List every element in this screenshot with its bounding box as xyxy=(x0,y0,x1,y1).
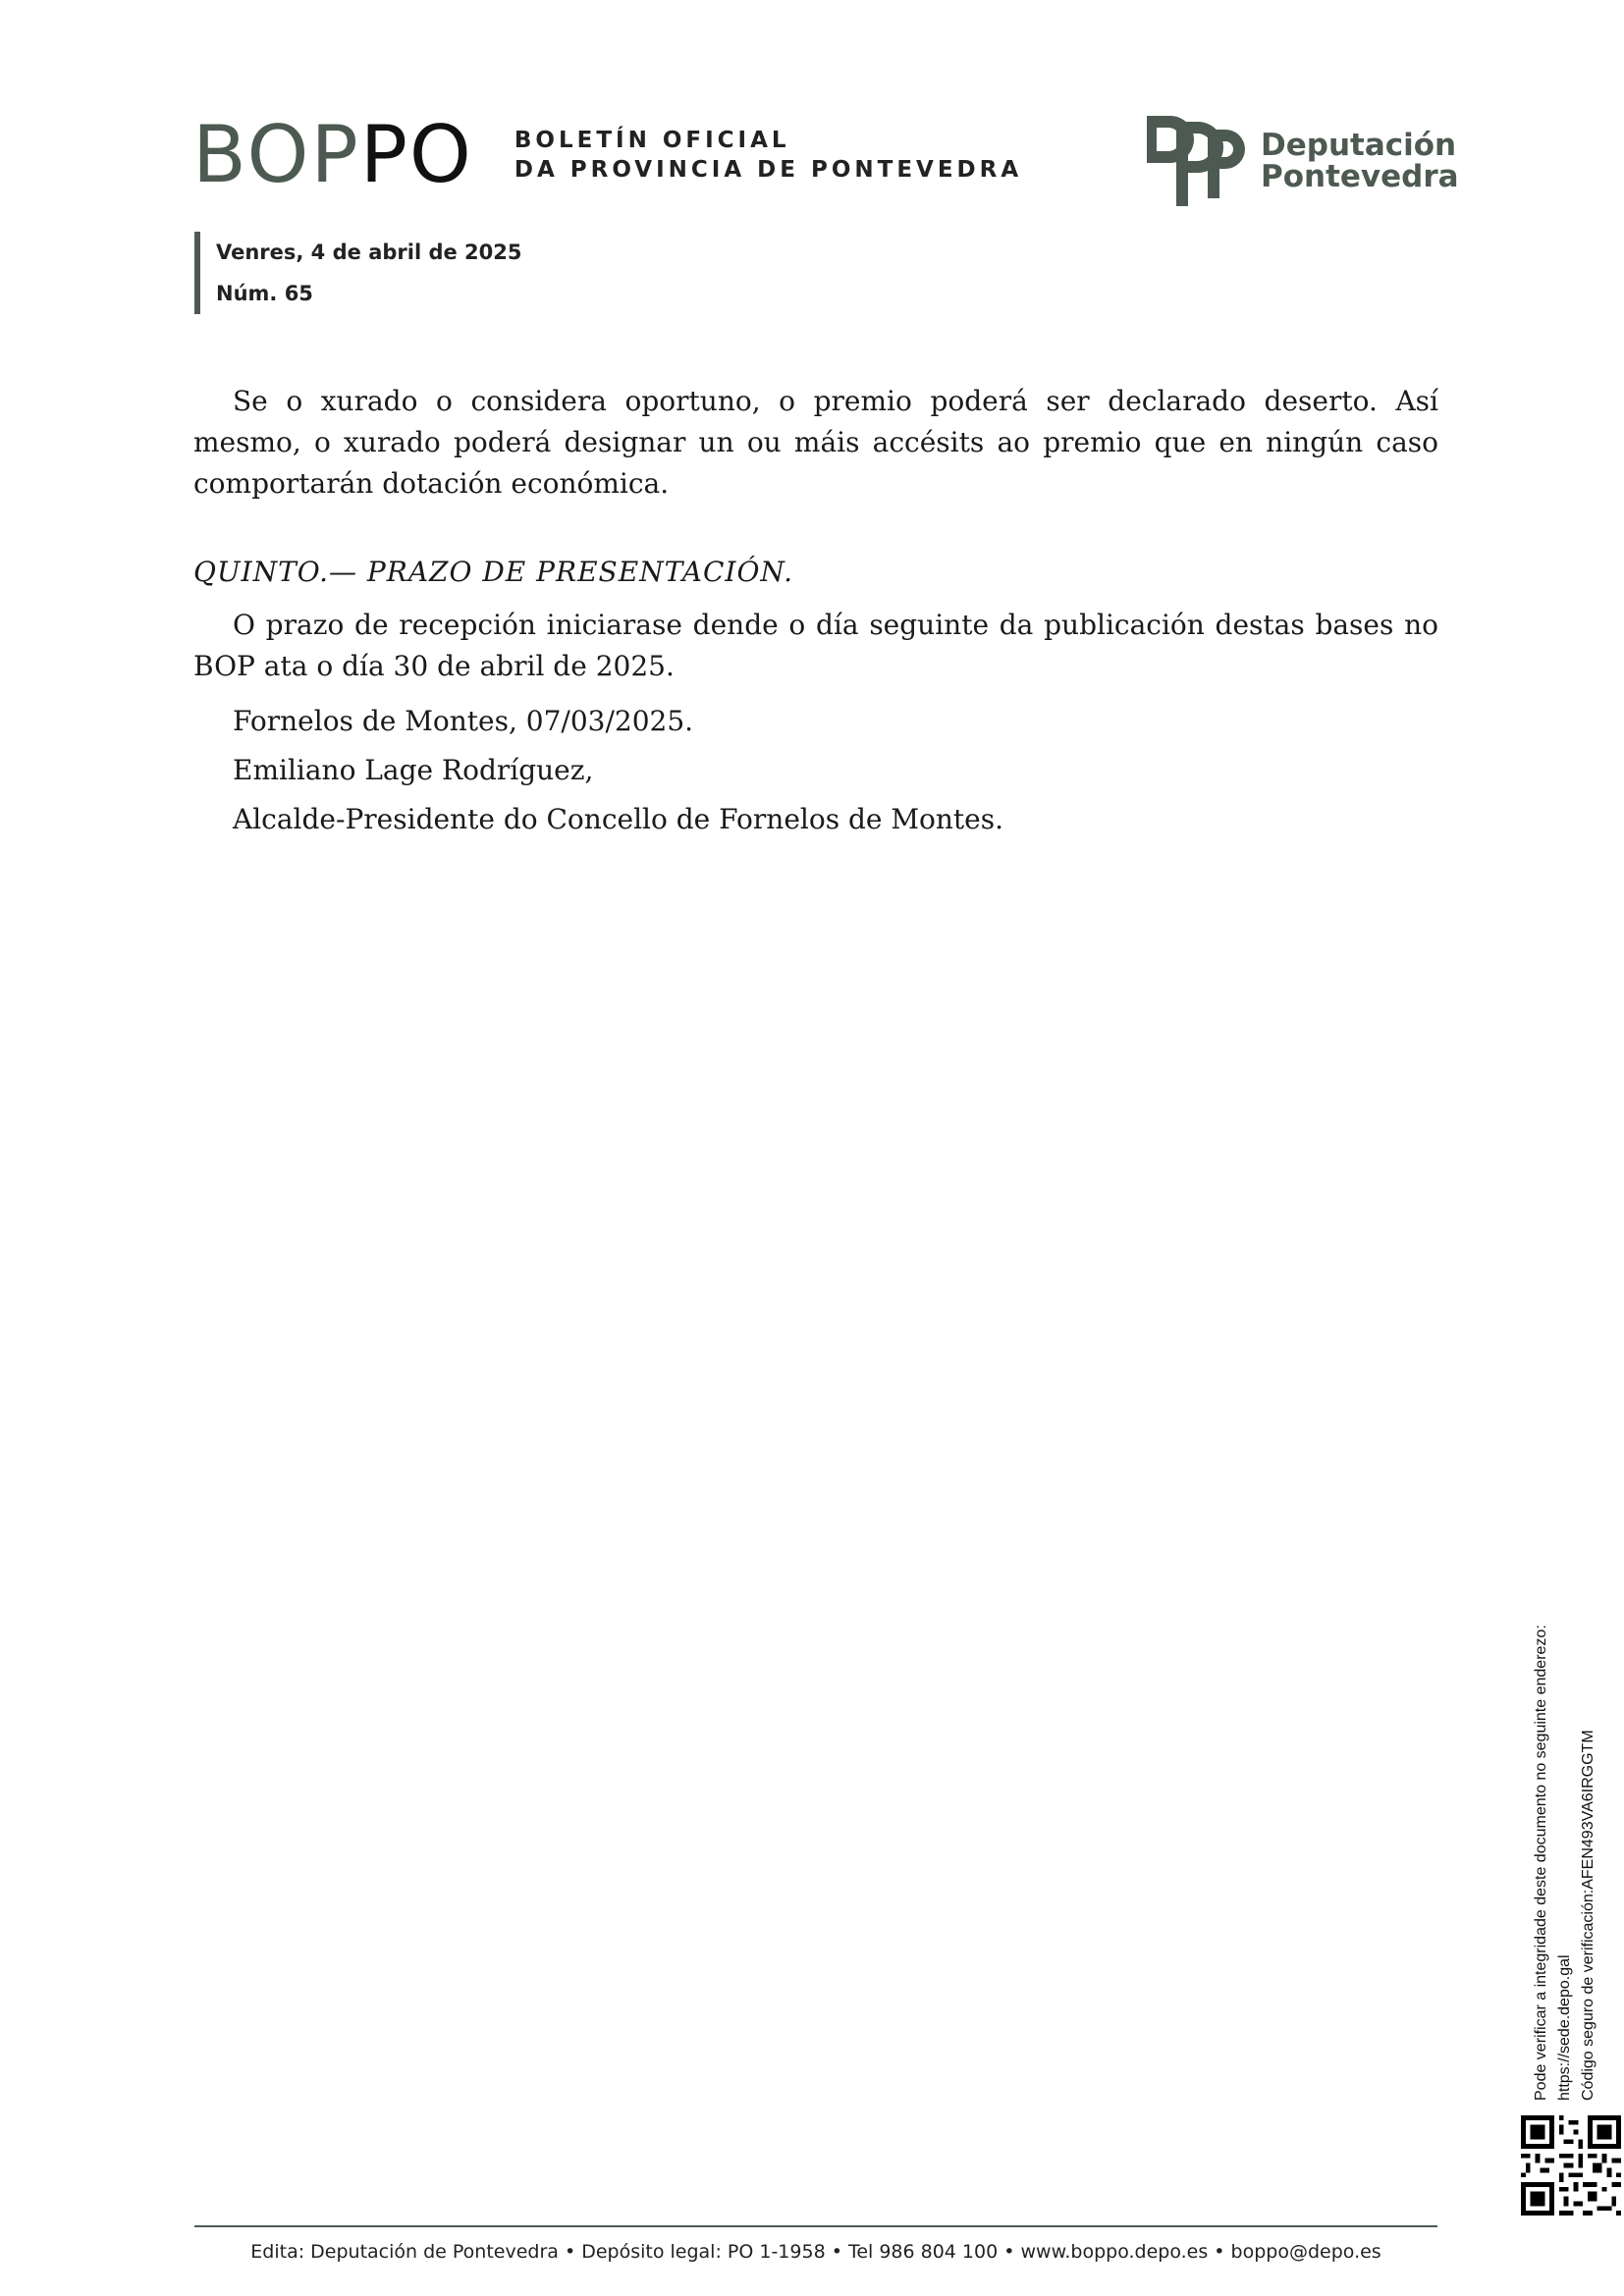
tagline xyxy=(514,126,1022,185)
issue-number: Núm. 65 xyxy=(216,282,313,305)
deputacion-line-2: Pontevedra xyxy=(1261,159,1459,194)
verification-line-1: Pode verificar a integridade deste documento no seguinte enderezo: xyxy=(1533,1625,1549,2101)
logo-part-bop: BOP xyxy=(192,109,360,200)
verification-url[interactable]: https://sede.depo.gal xyxy=(1556,1954,1573,2101)
section-heading: QUINTO.— PRAZO DE PRESENTACIÓN. xyxy=(193,556,794,588)
verification-note xyxy=(1530,1625,1600,2101)
place-date: Fornelos de Montes, 07/03/2025. xyxy=(233,705,694,737)
document-body xyxy=(193,381,1438,848)
logo-part-po: PO xyxy=(359,109,473,200)
boppo-logo xyxy=(192,109,473,200)
deputacion-logo xyxy=(1147,116,1459,206)
signature-block xyxy=(193,701,1438,840)
issue-date: Venres, 4 de abril de 2025 xyxy=(216,240,522,264)
paragraph-prazo: O prazo de recepción iniciarase dende o día seguinte da publicación destas bases no BOP ata o día 30 de abril de 2025. xyxy=(193,609,1438,682)
issue-info xyxy=(194,232,522,314)
deputacion-wordmark xyxy=(1261,130,1459,192)
signer-name: Emiliano Lage Rodríguez, xyxy=(233,754,594,786)
deputacion-mark-icon xyxy=(1147,116,1245,206)
masthead xyxy=(192,109,1023,200)
deputacion-line-1: Deputación xyxy=(1261,128,1457,163)
qr-code-icon xyxy=(1521,2115,1621,2216)
tagline-line-1: BOLETÍN OFICIAL xyxy=(514,128,790,153)
verification-code: Código seguro de verificación:AFEN493VA6IRGGTM xyxy=(1580,1730,1597,2101)
tagline-line-2: DA PROVINCIA DE PONTEVEDRA xyxy=(514,157,1023,183)
footer: Edita: Deputación de Pontevedra • Depósito legal: PO 1-1958 • Tel 986 804 100 • www.boppo.depo.es • boppo@depo.es xyxy=(250,2241,1381,2263)
paragraph-deserto: Se o xurado o considera oportuno, o premio poderá ser declarado deserto. Así mesmo, o xurado poderá designar un ou máis accésits ao premio que en ningún caso comportarán dotación económica. xyxy=(193,385,1438,500)
signer-title: Alcalde-Presidente do Concello de Fornelos de Montes. xyxy=(233,803,1004,835)
footer-rule xyxy=(194,2225,1437,2227)
